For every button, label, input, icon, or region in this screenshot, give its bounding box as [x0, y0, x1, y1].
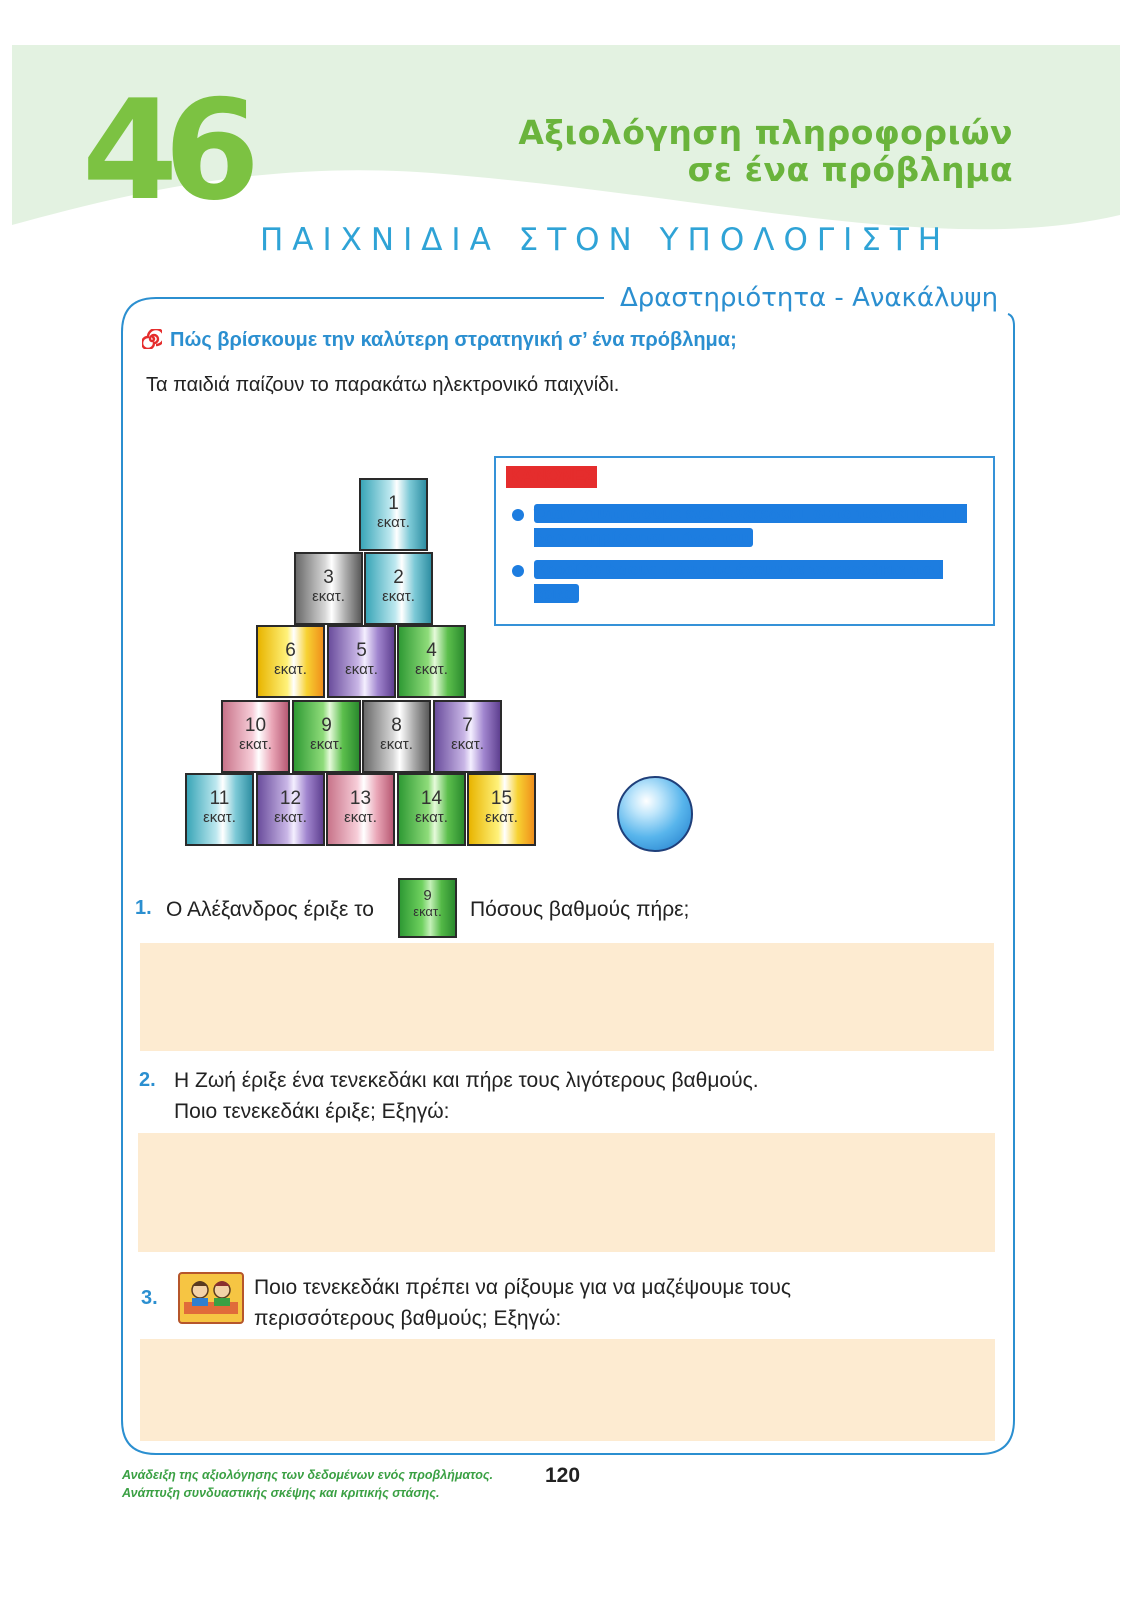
- question-2-number: 2.: [139, 1069, 156, 1091]
- ball-icon: [617, 776, 693, 852]
- question-1-number: 1.: [135, 897, 152, 919]
- can-number: 3: [323, 567, 334, 588]
- question-1-text-before: Ο Αλέξανδρος έριξε το: [166, 898, 374, 921]
- bullet-icon: [512, 509, 524, 521]
- rules-box: [494, 456, 995, 626]
- can-unit: εκατ.: [413, 904, 442, 919]
- can-unit: εκατ.: [451, 736, 484, 753]
- spiral-icon: [142, 329, 162, 349]
- can-number: 4: [426, 640, 437, 661]
- can-1[interactable]: [359, 478, 428, 551]
- can-unit: εκατ.: [344, 809, 377, 826]
- question-2-line2: Ποιο τενεκεδάκι έριξε; Εξηγώ:: [174, 1100, 450, 1123]
- lesson-title-line1: Αξιολόγηση πληροφοριών: [518, 113, 1013, 152]
- footer-note: [122, 1466, 493, 1502]
- question-2-text: [174, 1065, 759, 1127]
- can-unit: εκατ.: [485, 809, 518, 826]
- answer-box-1[interactable]: [140, 943, 994, 1051]
- question-3-text: [254, 1272, 791, 1334]
- question-heading: [142, 329, 737, 352]
- footer-note-line2: Ανάπτυξη συνδυαστικής σκέψης και κριτικής στάσης.: [122, 1486, 440, 1500]
- lesson-title-line2: σε ένα πρόβλημα: [687, 150, 1013, 189]
- rules-title: ΚΑΝΟΝΕΣ: [508, 466, 595, 487]
- can-7[interactable]: [433, 700, 502, 773]
- can-13[interactable]: [326, 773, 395, 846]
- question-3-number: 3.: [141, 1287, 158, 1309]
- can-unit: εκατ.: [274, 661, 307, 678]
- can-unit: εκατ.: [312, 588, 345, 605]
- can-unit: εκατ.: [345, 661, 378, 678]
- can-12[interactable]: [256, 773, 325, 846]
- can-number: 8: [391, 715, 402, 736]
- can-15[interactable]: [467, 773, 536, 846]
- answer-box-3[interactable]: [140, 1339, 995, 1441]
- question-1-can: [398, 878, 457, 938]
- can-6[interactable]: [256, 625, 325, 698]
- can-number: 15: [490, 788, 513, 809]
- can-number: 1: [388, 493, 399, 514]
- lesson-subtitle: ΠΑΙΧΝΙΔΙΑ ΣΤΟΝ ΥΠΟΛΟΓΙΣΤΗ: [260, 222, 951, 258]
- can-unit: εκατ.: [310, 736, 343, 753]
- can-unit: εκατ.: [274, 809, 307, 826]
- rule-item: [508, 558, 983, 606]
- question-2-line1: Η Ζωή έριξε ένα τενεκεδάκι και πήρε τους λιγότερους βαθμούς.: [174, 1069, 759, 1092]
- can-8[interactable]: [362, 700, 431, 773]
- question-1-text-after: Πόσους βαθμούς πήρε;: [470, 898, 690, 921]
- can-14[interactable]: [397, 773, 466, 846]
- group-work-icon: [178, 1272, 244, 1324]
- bullet-icon: [512, 565, 524, 577]
- intro-text: Τα παιδιά παίζουν το παρακάτω ηλεκτρονικό παιχνίδι.: [146, 374, 620, 396]
- can-9[interactable]: [292, 700, 361, 773]
- rule-text: Κερδίζω όσους πόντους έχουν τα τενεκεδάκια που έριξα.: [534, 560, 943, 603]
- answer-box-2[interactable]: [138, 1133, 995, 1252]
- can-11[interactable]: [185, 773, 254, 846]
- can-number: 12: [279, 788, 302, 809]
- can-unit: εκατ.: [203, 809, 236, 826]
- footer-note-line1: Ανάδειξη της αξιολόγησης των δεδομένων ενός προβλήματος.: [122, 1468, 494, 1482]
- can-unit: εκατ.: [415, 809, 448, 826]
- can-unit: εκατ.: [239, 736, 272, 753]
- can-10[interactable]: [221, 700, 290, 773]
- lesson-number: 46: [82, 70, 247, 231]
- rule-text: Όταν χτυπήσουμε ένα τενεκεδάκι, αυτό πέφτει μαζί μ’ όσα στηρίζονται πάνω του.: [534, 504, 967, 547]
- can-number: 5: [356, 640, 367, 661]
- can-unit: εκατ.: [377, 514, 410, 531]
- can-number: 14: [420, 788, 443, 809]
- page-number: 120: [545, 1464, 581, 1487]
- section-label: Δραστηριότητα - Ανακάλυψη: [620, 283, 999, 313]
- can-number: 7: [462, 715, 473, 736]
- can-number: 6: [285, 640, 296, 661]
- can-number: 11: [209, 788, 230, 809]
- can-unit: εκατ.: [382, 588, 415, 605]
- can-5[interactable]: [327, 625, 396, 698]
- can-number: 10: [244, 715, 267, 736]
- can-unit: εκατ.: [415, 661, 448, 678]
- can-number: 9: [321, 715, 332, 736]
- rule-item: [508, 502, 983, 550]
- can-4[interactable]: [397, 625, 466, 698]
- can-number: 13: [349, 788, 372, 809]
- question-3-line1: Ποιο τενεκεδάκι πρέπει να ρίξουμε για να μαζέψουμε τους: [254, 1276, 791, 1299]
- can-2[interactable]: [364, 552, 433, 625]
- lesson-title: [518, 114, 1013, 188]
- question-heading-text: Πώς βρίσκουμε την καλύτερη στρατηγική σ’ ένα πρόβλημα;: [170, 329, 737, 351]
- can-number: 9: [423, 887, 432, 904]
- question-3-line2: περισσότερους βαθμούς; Εξηγώ:: [254, 1307, 562, 1330]
- can-unit: εκατ.: [380, 736, 413, 753]
- can-number: 2: [393, 567, 404, 588]
- can-3[interactable]: [294, 552, 363, 625]
